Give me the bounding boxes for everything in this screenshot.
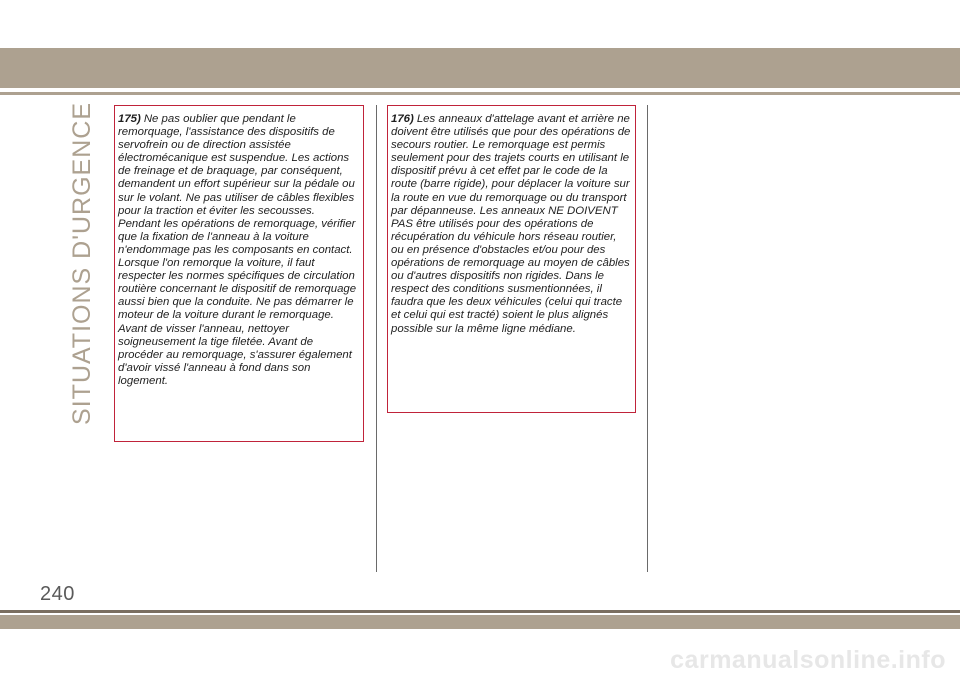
footer-rule	[0, 610, 960, 613]
page-number: 240	[40, 583, 75, 605]
watermark: carmanualsonline.info	[670, 646, 946, 674]
footer-band	[0, 615, 960, 629]
note-text: Les anneaux d'attelage avant et arrière ne doivent être utilisés que pour des opérations de secours routier. Le remorquage est permis seulement pour des trajets courts en utilisant le dispositif prévu à cet effet par le code de la route (barre rigide), pour déplacer la voiture sur la route en vue du remorquage ou du transport par dépanneuse. Les anneaux NE DOIVENT PAS être utilisés pour des opérations de récupération du véhicule hors réseau routier, ou en présence d'obstacles et/ou pour des opérations de remorquage au moyen de câbles ou d'autres dispositifs non rigides. Dans le respect des conditions susmentionnées, il faudra que les deux véhicules (celui qui tracte et celui qui est tracté) soient le plus alignés possible sur la même ligne médiane.	[391, 113, 631, 335]
section-title	[62, 102, 102, 425]
header-rule	[0, 92, 960, 95]
note-text: Ne pas oublier que pendant le remorquage, l'assistance des dispositifs de servofrein ou de direction assistée électromécanique est suspendue. Les actions de freinage et de braquage, par conséquent, demandent un effort supérieur sur la pédale ou sur le volant. Ne pas utiliser de câbles flexibles pour la traction et éviter les secousses. Pendant les opérations de remorquage, vérifier que la fixation de l'anneau à la voiture n'endommage pas les composants en contact. Lorsque l'on remorque la voiture, il faut respecter les normes spécifiques de circulation routière concernant le dispositif de remorquage aussi bien que la conduite. Ne pas démarrer le moteur de la voiture durant le remorquage. Avant de visser l'anneau, nettoyer soigneusement la tige filetée. Avant de procéder au remorquage, s'assurer également d'avoir vissé l'anneau à fond dans son logement.	[118, 113, 357, 387]
warning-note-175	[114, 105, 364, 442]
note-number: 175)	[118, 113, 141, 125]
column-divider-right	[647, 105, 648, 572]
warning-note-176	[387, 105, 636, 413]
section-title-text: SITUATIONS D'URGENCE	[67, 102, 96, 425]
header-band	[0, 48, 960, 88]
note-number: 176)	[391, 113, 414, 125]
column-divider-left	[376, 105, 377, 572]
